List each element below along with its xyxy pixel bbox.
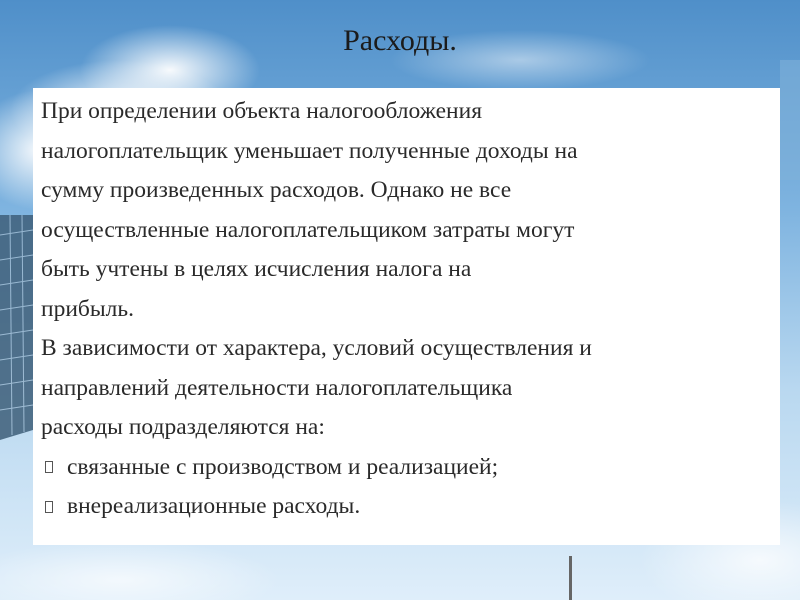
building-image: [0, 215, 33, 440]
paragraph-1-line: сумму произведенных расходов. Однако не все: [41, 177, 512, 203]
paragraph-2-line: В зависимости от характера, условий осуществления и: [41, 335, 592, 361]
bullet-text: внереализационные расходы.: [67, 493, 361, 519]
paragraph-1-line: осуществленные налогоплательщиком затраты могут: [41, 216, 575, 243]
slide-title: Расходы.: [343, 24, 457, 57]
body-text: [41, 92, 774, 527]
paragraph-2-line: расходы подразделяются на:: [41, 414, 325, 440]
paragraph-1-line: налогоплательщик уменьшает полученные доходы на: [41, 137, 578, 164]
square-bullet-icon: [45, 461, 53, 473]
paragraph-1-line: прибыль.: [41, 295, 134, 322]
paragraph-2-line: направлений деятельности налогоплательщика: [41, 374, 513, 401]
square-bullet-icon: [45, 501, 53, 513]
content-panel: [33, 88, 780, 545]
bullet-item: [41, 448, 774, 488]
paragraph-1-line: быть учтены в целях исчисления налога на: [41, 256, 472, 282]
bullet-text: связанные с производством и реализацией;: [67, 453, 499, 480]
bullet-item: [41, 487, 774, 527]
paragraph-1-line: При определении объекта налогообложения: [41, 98, 483, 124]
text-cursor-bar: [569, 556, 572, 600]
